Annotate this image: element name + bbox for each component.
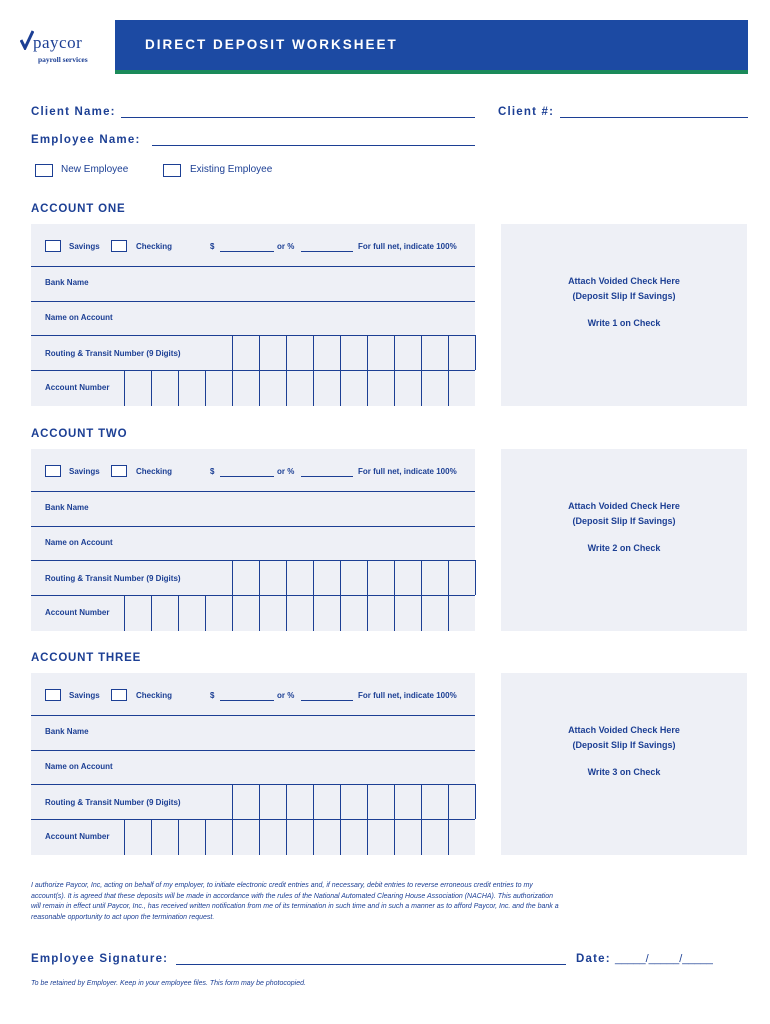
dollar-sign: $	[210, 691, 215, 700]
new-employee-checkbox[interactable]	[35, 164, 53, 177]
account-digit-divider	[340, 370, 341, 406]
account-digit-divider	[313, 370, 314, 406]
account-digit-divider	[313, 595, 314, 631]
account-number-label: Account Number	[45, 383, 110, 392]
account-digit-divider	[124, 370, 125, 406]
form-divider	[31, 595, 475, 596]
routing-digit-divider	[475, 560, 476, 595]
routing-digit-divider	[340, 784, 341, 819]
account-digit-divider	[151, 819, 152, 855]
routing-digit-divider	[475, 335, 476, 370]
client-name-field[interactable]	[121, 117, 475, 118]
account-digit-divider	[394, 819, 395, 855]
full-net-note: For full net, indicate 100%	[358, 467, 457, 476]
retention-note: To be retained by Employer. Keep in your employee files. This form may be photocopied.	[31, 980, 306, 987]
or-percent-label: or %	[277, 691, 295, 700]
write-on-check-note: Write 3 on Check	[587, 767, 661, 777]
routing-digit-divider	[448, 560, 449, 595]
account-digit-divider	[205, 595, 206, 631]
paycor-check-icon	[20, 30, 34, 50]
checking-checkbox[interactable]	[111, 689, 127, 701]
date-field[interactable]: _____/_____/_____	[615, 953, 713, 965]
name-on-account-label: Name on Account	[45, 762, 113, 771]
account-digit-divider	[205, 819, 206, 855]
routing-digit-divider	[475, 784, 476, 819]
employee-name-label: Employee Name:	[31, 134, 141, 146]
routing-digit-divider	[448, 784, 449, 819]
form-divider	[31, 750, 475, 751]
savings-label: Savings	[69, 467, 100, 476]
account-digit-divider	[448, 595, 449, 631]
routing-digit-divider	[232, 784, 233, 819]
account-digit-divider	[367, 819, 368, 855]
account-digit-divider	[286, 819, 287, 855]
form-divider	[31, 491, 475, 492]
account-digit-divider	[421, 819, 422, 855]
client-number-field[interactable]	[560, 117, 748, 118]
account-digit-divider	[178, 595, 179, 631]
checking-label: Checking	[136, 467, 173, 476]
client-name-label: Client Name:	[31, 106, 116, 118]
employee-name-field[interactable]	[152, 145, 475, 146]
attach-check-line1: Attach Voided Check Here	[568, 276, 680, 286]
full-net-note: For full net, indicate 100%	[358, 242, 457, 251]
routing-digit-divider	[313, 784, 314, 819]
routing-digit-divider	[367, 560, 368, 595]
percent-field[interactable]	[301, 700, 353, 701]
account-digit-divider	[421, 595, 422, 631]
account-number-label: Account Number	[45, 608, 110, 617]
routing-digit-divider	[340, 335, 341, 370]
routing-digit-divider	[421, 784, 422, 819]
account-digit-divider	[340, 595, 341, 631]
account-digit-divider	[286, 595, 287, 631]
account-digit-divider	[151, 370, 152, 406]
new-employee-label: New Employee	[61, 164, 129, 175]
name-on-account-label: Name on Account	[45, 538, 113, 547]
savings-label: Savings	[69, 691, 100, 700]
write-on-check-note: Write 1 on Check	[587, 318, 661, 328]
account-digit-divider	[286, 370, 287, 406]
attach-check-line2: (Deposit Slip If Savings)	[572, 740, 676, 750]
account-title: ACCOUNT TWO	[31, 428, 128, 440]
account-digit-divider	[394, 595, 395, 631]
account-title: ACCOUNT THREE	[31, 652, 142, 664]
full-net-note: For full net, indicate 100%	[358, 691, 457, 700]
account-digit-divider	[259, 595, 260, 631]
bank-name-label: Bank Name	[45, 503, 89, 512]
account-digit-divider	[124, 819, 125, 855]
account-digit-divider	[394, 370, 395, 406]
account-digit-divider	[448, 370, 449, 406]
form-divider	[31, 335, 475, 336]
existing-employee-checkbox[interactable]	[163, 164, 181, 177]
routing-digit-divider	[259, 335, 260, 370]
dollar-amount-field[interactable]	[220, 476, 274, 477]
account-digit-divider	[448, 819, 449, 855]
routing-number-label: Routing & Transit Number (9 Digits)	[45, 349, 181, 358]
routing-digit-divider	[367, 335, 368, 370]
signature-field[interactable]	[176, 964, 566, 965]
routing-digit-divider	[421, 560, 422, 595]
form-divider	[31, 715, 475, 716]
form-divider	[31, 526, 475, 527]
authorization-text: I authorize Paycor, Inc, acting on behalf of my employer, to initiate electronic credit entries and, if necessary, debit entries to reverse erroneous credit entries to my account(s). It is agreed that these deposits will be made in accordance with the rules of the National Automated Clearing House Association (NACHA). This authorization will remain in effect until Paycor, Inc., has received written notification from me of its termination in such time and in such a manner as to afford Paycor, Inc. and the bank a reasonable opportunity to act upon the termination request.	[31, 882, 559, 921]
client-number-label: Client #:	[498, 106, 555, 118]
routing-digit-divider	[313, 560, 314, 595]
or-percent-label: or %	[277, 242, 295, 251]
account-digit-divider	[232, 819, 233, 855]
attach-check-line1: Attach Voided Check Here	[568, 725, 680, 735]
savings-checkbox[interactable]	[45, 465, 61, 477]
account-digit-divider	[178, 370, 179, 406]
account-title: ACCOUNT ONE	[31, 203, 126, 215]
percent-field[interactable]	[301, 476, 353, 477]
savings-checkbox[interactable]	[45, 689, 61, 701]
routing-digit-divider	[259, 560, 260, 595]
account-digit-divider	[178, 819, 179, 855]
attach-check-line2: (Deposit Slip If Savings)	[572, 291, 676, 301]
routing-digit-divider	[286, 335, 287, 370]
account-digit-divider	[313, 819, 314, 855]
account-number-label: Account Number	[45, 832, 110, 841]
signature-label: Employee Signature:	[31, 953, 169, 965]
checking-label: Checking	[136, 691, 173, 700]
routing-number-label: Routing & Transit Number (9 Digits)	[45, 798, 181, 807]
name-on-account-label: Name on Account	[45, 313, 113, 322]
dollar-amount-field[interactable]	[220, 700, 274, 701]
attach-check-line1: Attach Voided Check Here	[568, 501, 680, 511]
form-divider	[31, 819, 475, 820]
or-percent-label: or %	[277, 467, 295, 476]
routing-number-label: Routing & Transit Number (9 Digits)	[45, 574, 181, 583]
dollar-sign: $	[210, 467, 215, 476]
account-digit-divider	[232, 370, 233, 406]
voided-check-area	[501, 673, 747, 855]
attach-check-line2: (Deposit Slip If Savings)	[572, 516, 676, 526]
routing-digit-divider	[448, 335, 449, 370]
savings-label: Savings	[69, 242, 100, 251]
existing-employee-label: Existing Employee	[190, 164, 273, 175]
bank-name-label: Bank Name	[45, 727, 89, 736]
routing-digit-divider	[394, 560, 395, 595]
form-divider	[31, 370, 475, 371]
account-digit-divider	[232, 595, 233, 631]
bank-name-label: Bank Name	[45, 278, 89, 287]
savings-checkbox[interactable]	[45, 240, 61, 252]
checking-checkbox[interactable]	[111, 465, 127, 477]
form-divider	[31, 784, 475, 785]
voided-check-area	[501, 224, 747, 406]
form-divider	[31, 301, 475, 302]
account-digit-divider	[367, 370, 368, 406]
account-digit-divider	[151, 595, 152, 631]
date-label: Date:	[576, 953, 611, 965]
checking-checkbox[interactable]	[111, 240, 127, 252]
write-on-check-note: Write 2 on Check	[587, 543, 661, 553]
header-accent-stripe	[115, 70, 748, 74]
checking-label: Checking	[136, 242, 173, 251]
account-digit-divider	[259, 819, 260, 855]
account-digit-divider	[340, 819, 341, 855]
dollar-amount-field[interactable]	[220, 251, 274, 252]
account-digit-divider	[259, 370, 260, 406]
routing-digit-divider	[394, 335, 395, 370]
routing-digit-divider	[394, 784, 395, 819]
account-digit-divider	[367, 595, 368, 631]
routing-digit-divider	[340, 560, 341, 595]
account-digit-divider	[124, 595, 125, 631]
form-divider	[31, 560, 475, 561]
routing-digit-divider	[259, 784, 260, 819]
logo-subtitle: payroll services	[38, 55, 88, 64]
account-digit-divider	[205, 370, 206, 406]
voided-check-area	[501, 449, 747, 631]
page-title: DIRECT DEPOSIT WORKSHEET	[145, 37, 398, 52]
form-divider	[31, 266, 475, 267]
dollar-sign: $	[210, 242, 215, 251]
routing-digit-divider	[367, 784, 368, 819]
routing-digit-divider	[286, 784, 287, 819]
percent-field[interactable]	[301, 251, 353, 252]
routing-digit-divider	[313, 335, 314, 370]
account-digit-divider	[421, 370, 422, 406]
logo-text: paycor	[33, 33, 83, 52]
routing-digit-divider	[232, 335, 233, 370]
routing-digit-divider	[421, 335, 422, 370]
routing-digit-divider	[232, 560, 233, 595]
routing-digit-divider	[286, 560, 287, 595]
